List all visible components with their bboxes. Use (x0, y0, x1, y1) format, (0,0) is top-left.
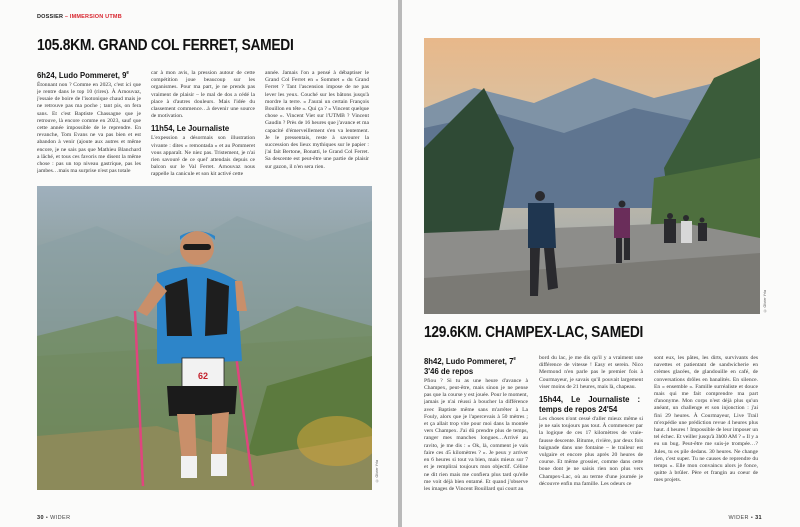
magazine-name: WIDER (50, 515, 71, 521)
right-column-2 (539, 355, 643, 506)
trail-photo (424, 38, 760, 314)
page-number: 31 (755, 515, 762, 521)
right-page (402, 0, 800, 527)
page-number: 30 (37, 515, 44, 521)
subhead-ludo-6h24: 6h24, Ludo Pommeret, 9e (37, 69, 129, 80)
body-text: L'expession a désormais son illustration vivante : dites « remontada » et au Pommeret vous apparaît. Ne niez pas. Tristement, je n'ai rien savouré de ce quel' attendais depuis ce balcon sur le Val Ferret. Arnouvaz nous rappelle la canicule et son kit activé cette (151, 135, 255, 178)
photo-credit: © Olivier Yrla (763, 290, 767, 313)
kicker-topic: IMMERSION UTMB (69, 14, 122, 20)
runner-photo (37, 186, 372, 490)
body-text: Pfiou ? Si tu as une heure d'avance à Champex, peut-être, mais sinon je ne pense pas que la course y est jouée. Pour le moment, jamais je n'ai réussi à boucher la différence avec Baptiste même sans m'arrêter à La Fouly, alors que je l'apercevais à 50 mètres ; et ça allait trop vite pour moi dans la montée vers Champex. J'ai dû prendre plus de temps, ranger mes manches longues…Arrivé au ravito, je me dis : « Ok, là, comment je vais faire ces 45 kilomètres ? ». Je peux y arriver en 6 heures si tout va bien, mais mieux sur 7 et je remplirai toujours mon objectif. Céline ne dit rien mais me confiera plus tard qu'elle me voit déjà bien entamé. Et quand j'observe les images de Vincent Bouillard qui court au (424, 377, 528, 492)
right-headline: 129.6KM. CHAMPEX-LAC, SAMEDI (424, 324, 644, 341)
trail-photo-illustration (424, 38, 760, 314)
right-column-3 (654, 355, 758, 506)
section-kicker (37, 14, 122, 20)
left-page (0, 0, 398, 527)
kicker-separator: – (63, 14, 70, 20)
left-column-3 (265, 70, 369, 188)
subhead-journaliste-11h54: 11h54, Le Journaliste (151, 123, 230, 134)
kicker-section: DOSSIER (37, 14, 64, 20)
body-text: bord du lac, je me dis qu'il y a vraiment une différence de vitesse ! Easy et serein. Nico Mermond n'en parle pas le premier fois à Courmayeur, je savais qu'il pouvait largement viser moins de 21 heures, mais là, chapeau. (539, 355, 643, 390)
runner-photo-illustration (37, 186, 372, 490)
photo-credit: © Olivier Yrla (375, 460, 379, 483)
left-column-2 (151, 70, 255, 188)
right-folio: WIDER • 31 (728, 515, 762, 521)
left-folio: 30 • WIDER (37, 515, 71, 521)
subhead-journaliste-15h44: 15h44, Le Journaliste : temps de repos 24'54 (539, 394, 641, 415)
body-text: sont eux, les pâtes, les dirts, survivants des navettes et patientant de sandwicherie en crèmes glacées, de glandouille en café, de conversations drôles en banalités. En silence. En « ensemble ». Famille surréaliste et douce mais qui me fait comprendre ma part d'anonyme. Mon corps n'est déjà plus qu'un anéant, un challenge et son injonction : j'ai fini 29 heures. À Courmayeur, Live Trail m'expédie une prédiction revue 4 heures plus haut. 4 heures ! Impossible de leur imposer un tel échec. Et veiller jusqu'à 3h00 AM ? « Il y a eu un bug. Peut-être me suis-je trompée…? Jules, tu es pile dedans. 30 heures. Ne change rien, c'est super. Tu ne causes de reprendre du temps ». Elle mon convaincu alors je fonce, quitte à brûler. Père et frangin au coeur de mes projets. (654, 355, 758, 484)
left-column-1 (37, 68, 141, 188)
left-headline: 105.8KM. GRAND COL FERRET, SAMEDI (37, 37, 294, 54)
subhead-ludo-8h42: 8h42, Ludo Pommeret, 7e 3'46 de repos (424, 355, 516, 376)
magazine-name: WIDER (728, 515, 749, 521)
body-text: car à mon avis, la pression autour de cette compétition joue beaucoup sur les organismes. Pour ma part, je ne prends pas vraiment de plaisir – le mal de dos a cédé la place à d'autres douleurs. Mais l'idée du classement commence…à devenir une source de motivation. (151, 70, 255, 120)
right-column-1 (424, 354, 528, 506)
bib-number: 62 (197, 371, 209, 381)
body-text: Étonnant non ? Comme en 2023, c'est ici que je rentre dans le top 10 (rires). À Arnouvaz, j'essaie de boire de l'isotonique chaud mais je ne retrouve pas ma poche ; tant pis, on fera sans. Et c'est Baptiste Chassagne que je retrouve, là encore comme en 2023, sauf que cette année impossible de le reprendre. En revanche, Tom Evans ne va pas bien et est abandon à venir (ajoute aux autres et même encore, je ne sais pas que Mathieu Blanchard a lâché, et tous ces favoris me disent la même chose : pas un top niveau gastrique, pas les jambes…mais ma surprise n'est pas totale (37, 81, 141, 175)
body-text: année. Jamais l'on a pensé à débaptiser le Grand Col Ferret en « Sommet » du Grand Ferret ? Tant l'ascension impose de ne pas lever les yeux. Couché sur les bâtons jusqu'à mordre la terre. « J'aurai un certain François Bouillon en tête ». Qui ça ? « Vincent quelque chose ». Vincent Viet sur l'UTMB ? Vincent Gaudin ? Près de 16 heures que j'avance et ma capacité d'émerveillement s'en va lentement. Je le pressentais, reste à savourer la succession des lieux mythiques sur le papier : j'ai fait Bertone, Bonatti, le Grand Col Ferret. Sa descente est peut-être une partie de plaisir sur gazon, il n'en sera rien. (265, 70, 369, 170)
body-text: Les choses n'ont cessé d'aller mieux même si je ne sais toujours pas tout. À commencer par la logique de ces 17 kilomètres de vraie-fausse descente. Bitume, rivière, par deux fois baignade dans une fontaine – le traileur est vulgaire et encore plus après 20 heures de course. Et même grossier, comme dans cette boue dont je ne saisis rien non plus vers Champex-Lac, où au terme d'une journée je découvre enfin ma famille. Les odeurs ce (539, 416, 643, 487)
